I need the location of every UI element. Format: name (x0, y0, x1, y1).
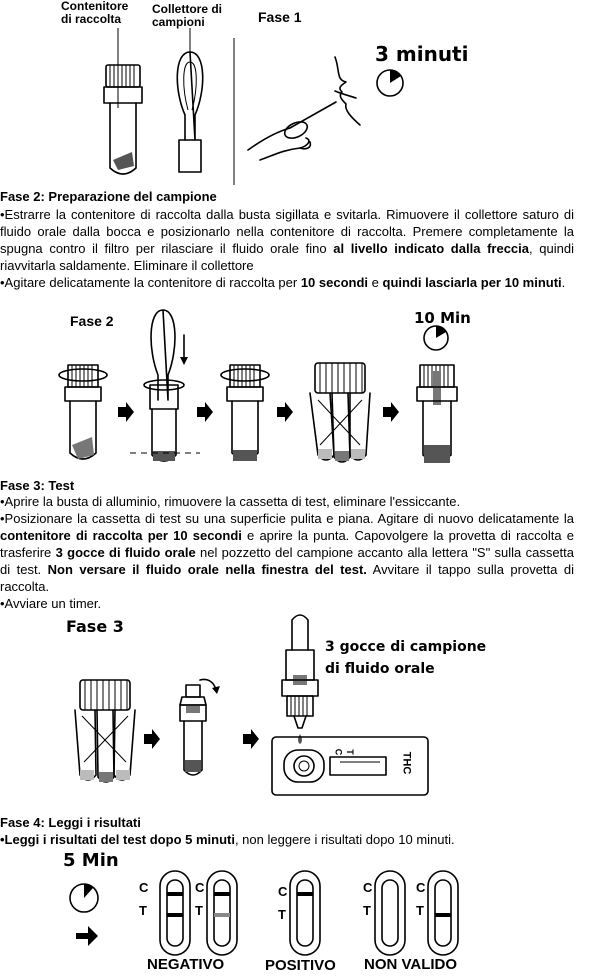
pos-c-label: C (278, 884, 288, 899)
phase-1-timer: 3 minuti (375, 42, 469, 66)
result-negative-1-icon (160, 871, 190, 955)
result-negative-label: NEGATIVO (147, 956, 225, 973)
phase-2-timer: 10 Min (414, 309, 471, 327)
arrow-right-icon (277, 402, 293, 422)
clock-5min-icon (70, 884, 98, 912)
step4-title: Fase 4: Leggi i risultati (0, 815, 141, 830)
tube-collector-icon (130, 310, 200, 461)
inv1-t-label: T (363, 903, 371, 918)
result-invalid-2-icon (428, 871, 458, 955)
tube-recap-icon (221, 365, 269, 461)
arrow-right-icon (118, 402, 134, 422)
inv1-c-label: C (363, 880, 373, 895)
phase-3-label: Fase 3 (66, 617, 124, 636)
step2-text: •Estrarre la contenitore di raccolta dalla busta sigillata e svitarla. Rimuovere il collettore saturo di fluido orale dalla bocca e posizionarlo nella contenitore di raccolta. Premere completamente la spugna contro il filtro per rilasciare il fluido orale fino al livello indicato dalla freccia, quindi riavvitarla saldamente. Eliminare il collettore •Agitare delicatamente la contenitore di raccolta per 10 secondi e quindi lasciarla per 10 minuti. (0, 207, 574, 290)
neg2-c-label: C (195, 880, 205, 895)
arrow-right-icon (243, 729, 259, 749)
result-negative-2-icon (207, 871, 237, 955)
tube-shake-icon (59, 365, 107, 459)
arrow-right-icon (383, 402, 399, 422)
step4-text: •Leggi i risultati del test dopo 5 minuti, non leggere i risultati dopo 10 minuti. (0, 832, 455, 847)
face-icon (335, 57, 360, 125)
collection-container-icon (104, 65, 142, 174)
inv2-t-label: T (416, 903, 424, 918)
tube-wait-icon (417, 365, 457, 463)
sample-collector-icon (177, 52, 202, 172)
result-invalid-label: NON VALIDO (364, 956, 458, 973)
neg2-t-label: T (195, 903, 203, 918)
label-collector: Collettore di campioni (152, 2, 223, 29)
tube-inverted-icon (282, 615, 318, 744)
step2-illustration (0, 305, 600, 475)
inv2-c-label: C (416, 880, 426, 895)
phase-4-timer: 5 Min (63, 850, 119, 871)
cassette-c-label: C (333, 748, 344, 756)
cassette-t-label: T (344, 749, 355, 755)
phase-2-label: Fase 2 (70, 313, 114, 329)
tubes-shaking-icon (310, 363, 370, 462)
cassette-drug-label: THC (400, 751, 413, 775)
pos-t-label: T (278, 907, 286, 922)
tube-open-tip-icon (180, 679, 220, 775)
result-invalid-1-icon (375, 871, 405, 955)
arrow-right-icon (197, 402, 213, 422)
phase-1-label: Fase 1 (258, 9, 302, 25)
result-positive-icon (290, 871, 320, 955)
step2-title: Fase 2: Preparazione del campione (0, 189, 217, 204)
neg1-c-label: C (139, 880, 149, 895)
clock-3min-icon (377, 70, 403, 96)
step3-illustration (0, 610, 600, 810)
arrow-right-icon (76, 926, 98, 946)
arrow-right-icon (144, 729, 160, 749)
step1-illustration (0, 0, 600, 200)
neg1-t-label: T (139, 903, 147, 918)
step3-title: Fase 3: Test (0, 478, 75, 493)
step3-text: •Aprire la busta di alluminio, rimuovere la cassetta di test, eliminare l'essiccante. •Posizionare la cassetta di test su una superficie pulita e piana. Agitare di nuovo delicatamente la contenitore di raccolta per 10 secondi e aprire la punta. Capovolgere la provetta di raccolta e trasferire 3 gocce di fluido orale nel pozzetto del campione accanto alla lettera "S" sulla cassetta di test. Non versare il fluido orale nella finestra del test. Avvitare il tappo sulla provetta di raccolta. •Avviare un timer. (0, 494, 575, 611)
result-positive-label: POSITIVO (265, 957, 336, 974)
drops-caption: 3 gocce di campione di fluido orale (325, 639, 487, 677)
clock-10min-icon (424, 326, 448, 350)
tubes-shaking-icon (75, 680, 135, 782)
hand-icon (248, 102, 336, 160)
label-container: Contenitore di raccolta (61, 0, 129, 26)
